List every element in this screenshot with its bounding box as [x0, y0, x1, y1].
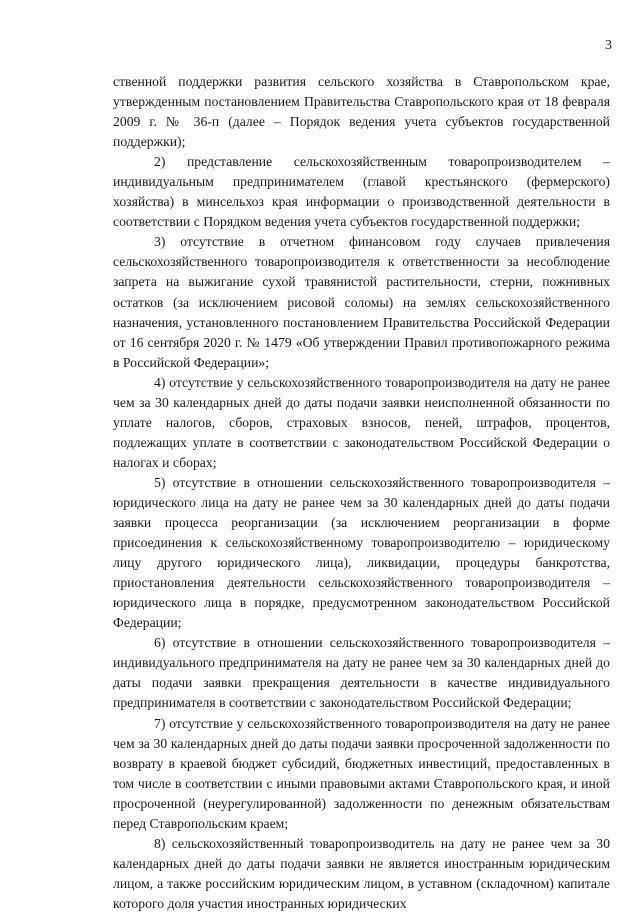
page-number: 3 [605, 38, 612, 53]
paragraph-item-2: 2) представление сельскохозяйственным товаропроизводителем – индивидуальным предпринимателем (главой крестьянского (фермерского) хозяйства) в минсельхоз края информации о производственной деятельности в соответствии с Порядком ведения учета субъектов государственной поддержки; [113, 154, 610, 230]
paragraph-item-4: 4) отсутствие у сельскохозяйственного товаропроизводителя на дату не ранее чем за 30 календарных дней до даты подачи заявки неисполненной обязанности по уплате налогов, сборов, страховых взносов, пеней, штрафов, процентов, подлежащих уплате в соответствии с законодательством Российской Федерации о налогах и сборах; [113, 374, 610, 470]
document-body [113, 72, 610, 914]
paragraph-item-6: 6) отсутствие в отношении сельскохозяйственного товаропроизводителя – индивидуального предпринимателя на дату не ранее чем за 30 календарных дней до даты подачи заявки прекращения деятельности в качестве индивидуального предпринимателя в соответствии с законодательством Российской Федерации; [113, 635, 610, 711]
paragraph-continuation: ственной поддержки развития сельского хозяйства в Ставропольском крае, утвержденным постановлением Правительства Ставропольского края от 18 февраля 2009 г. № 36-п (далее – Порядок ведения учета субъектов государственной поддержки); [113, 74, 610, 150]
paragraph-item-7: 7) отсутствие у сельскохозяйственного товаропроизводителя на дату не ранее чем за 30 календарных дней до даты подачи заявки просроченной задолженности по возврату в краевой бюджет субсидий, бюджетных инвестиций, предоставленных в том числе в соответствии с иными правовыми актами Ставропольского края, и иной просроченной (неурегулированной) задолженности по денежным обязательствам перед Ставропольским краем; [113, 715, 610, 831]
paragraph-item-3: 3) отсутствие в отчетном финансовом году случаев привлечения сельскохозяйственного товаропроизводителя к ответственности за несоблюдение запрета на выжигание сухой травянистой растительности, стерни, пожнивных остатков (за исключением рисовой соломы) на землях сельскохозяйственного назначения, установленного постановлением Правительства Российской Федерации от 16 сентября 2020 г. № 1479 «Об утверждении Правил противопожарного режима в Российской Федерации»; [113, 234, 610, 370]
paragraph-item-8: 8) сельскохозяйственный товаропроизводитель на дату не ранее чем за 30 календарных дней до даты подачи заявки не является иностранным юридическим лицом, а также российским юридическим лицом, в уставном (складочном) капитале которого доля участия иностранных юридических [113, 835, 610, 911]
paragraph-item-5: 5) отсутствие в отношении сельскохозяйственного товаропроизводителя – юридического лица на дату не ранее чем за 30 календарных дней до даты подачи заявки процесса реорганизации (за исключением реорганизации в форме присоединения к сельскохозяйственному товаропроизводителю – юридическому лицу другого юридического лица), ликвидации, процедуры банкротства, приостановления деятельности сельскохозяйственного товаропроизводителя – юридического лица в порядке, предусмотренном законодательством Российской Федерации; [113, 474, 610, 631]
